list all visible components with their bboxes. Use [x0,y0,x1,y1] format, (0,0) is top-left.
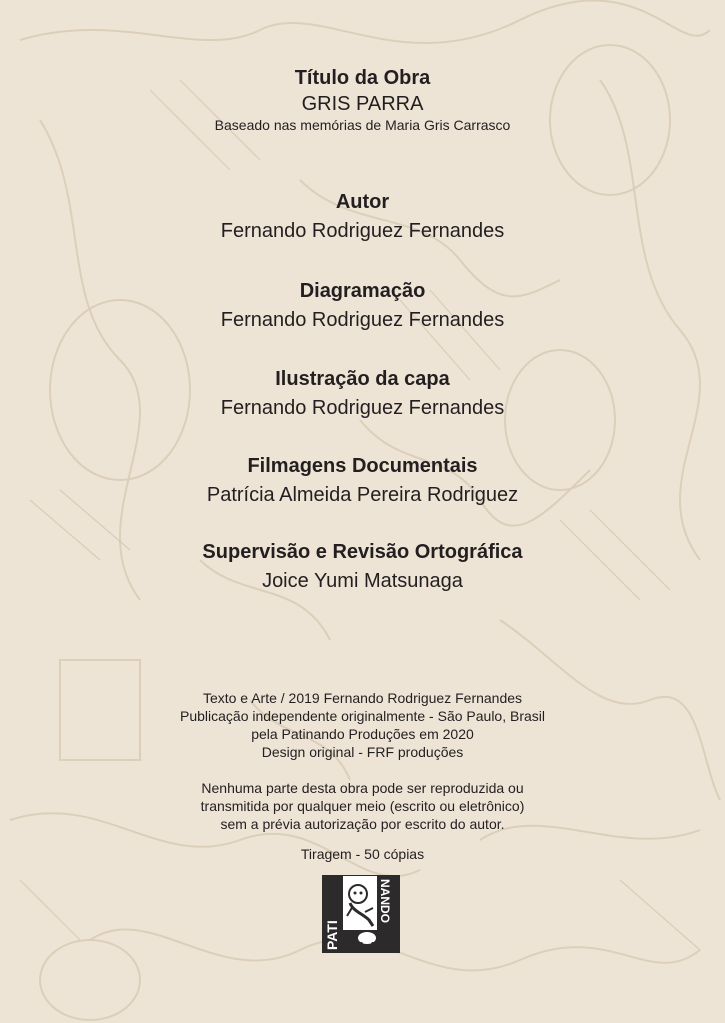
publication-line: Texto e Arte / 2019 Fernando Rodriguez Fernandes [202,690,523,706]
logo-text-nando: NANDO [378,879,392,923]
credit-name: Fernando Rodriguez Fernandes [220,309,505,331]
credit-name: Fernando Rodriguez Fernandes [220,397,505,419]
credit-name: Fernando Rodriguez Fernandes [220,220,505,242]
publication-line: Publicação independente originalmente - São Paulo, Brasil [179,708,545,724]
work-title: GRIS PARRA [301,93,424,115]
credit-role: Filmagens Documentais [247,455,478,477]
credit-name: Patrícia Almeida Pereira Rodriguez [206,484,519,506]
credit-role: Ilustração da capa [275,368,450,390]
rights-line: sem a prévia autorização por escrito do autor. [220,816,505,832]
logo-character-head [349,885,367,903]
publication-line: Design original - FRF produções [261,744,464,760]
print-run [0,845,725,863]
logo-text-pati: PATI [324,920,340,950]
print-run-text: Tiragem - 50 cópias [300,846,425,862]
rights-line: Nenhuma parte desta obra pode ser reproduzida ou [201,780,524,796]
patinando-logo [322,875,400,953]
credit-name: Joice Yumi Matsunaga [262,570,463,592]
work-subtitle: Baseado nas memórias de Maria Gris Carrasco [214,117,511,133]
credit-role: Supervisão e Revisão Ortográfica [202,541,523,563]
credit-proofreading [0,540,725,593]
credit-documentary [0,454,725,507]
publication-info [0,689,725,761]
title-heading: Título da Obra [294,67,431,89]
credit-role: Diagramação [299,280,426,302]
rights-notice [0,779,725,833]
patinando-logo-graphic [323,876,399,952]
credit-cover-illustration [0,367,725,420]
rights-line: transmitida por qualquer meio (escrito ou eletrônico) [200,798,525,814]
publication-line: pela Patinando Produções em 2020 [251,726,474,742]
credit-role: Autor [335,191,390,213]
credit-layout [0,279,725,332]
title-section [0,66,725,134]
credit-author [0,190,725,243]
